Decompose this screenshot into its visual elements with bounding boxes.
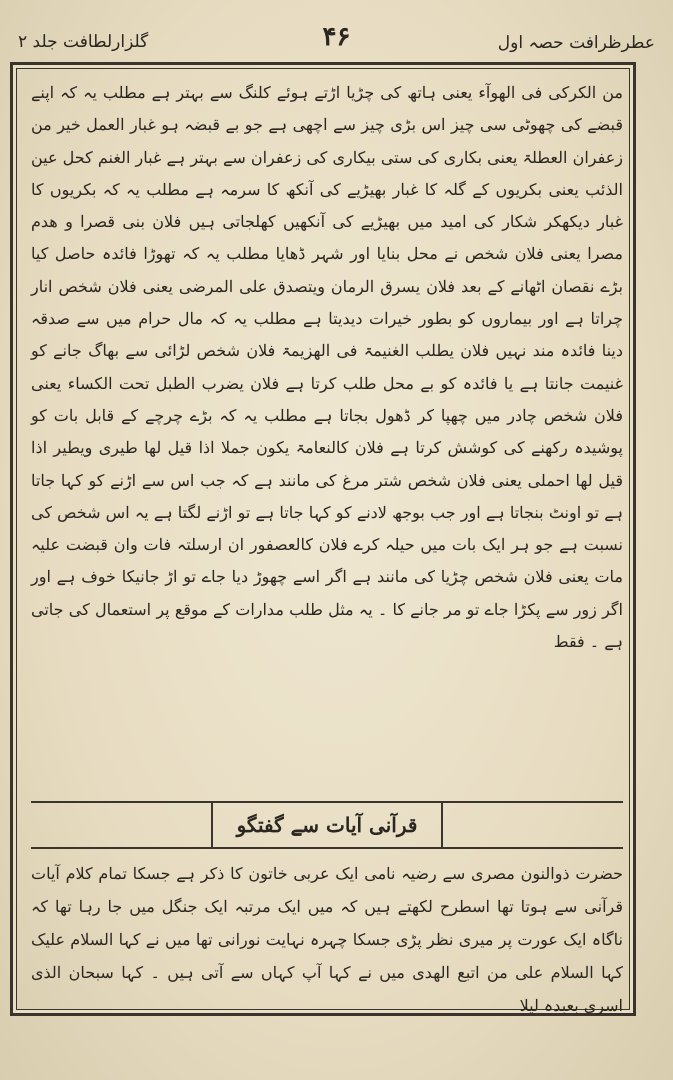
story-section [31,857,623,1015]
proverbs-section [31,77,623,853]
page-number: ۴۶ [322,22,351,52]
running-title-left: گلزارلطافت جلد ۲ [18,32,149,52]
running-title-right: عطرظرافت حصہ اول [497,33,655,53]
section-heading: قرآنی آیات سے گفتگو [236,813,418,837]
section-heading-box [31,801,623,849]
text-frame [10,62,636,1016]
section-heading-frame [211,803,443,847]
story-paragraph: حضرت ذوالنون مصری سے رضیہ نامی ایک عربی خاتون کا ذکر ہے جسکا تمام کلام آیات قرآنی سے ہوتا تھا اسطرح لکھتے ہیں کہ میں ایک مرتبہ ایک جنگل میں جا رہا تھا کہ ناگاہ ایک عورت پر میری نظر پڑی جسکا چہرہ نہایت نورانی تھا میں نے کہا السلام علیک کہا السلام علی من اتبع الھدی میں نے کہا آپ کہاں سے آتی ہیں ۔ کہا سبحان الذی اسری بعبدہ لیلا [31,864,623,1015]
proverbs-paragraph: من الکرکی فی الھوآء یعنی ہاتھ کی چڑیا اڑتے ہوئے کلنگ سے بہتر ہے مطلب یہ کہ اپنے قبضے کی چھوٹی سی چیز اس بڑی چیز سے اچھی ہے جو بے قبضہ ہو غبار العمل خیر من زعفران العطلۃ یعنی بکاری کی ستی بیکاری کی زعفران سے بہتر ہے غبار الغنم کحل عین الذئب یعنی بکریوں کے گلہ کا غبار بھیڑیے کی آنکھ کا سرمہ ہے مطلب یہ کہ بکریوں کا غبار دیکھکر شکار کی امید میں بھیڑیے کی آنکھیں کھلجاتی ہیں فلان بنی قصرا و ھدم مصرا یعنی فلان شخص نے محل بنایا اور شہر ڈھایا مطلب یہ کہ تھوڑا فائدہ حاصل کیا بڑے نقصان اٹھانے کے بعد فلان یسرق الرمان ویتصدق علی المرضی یعنی فلان شخص انار چراتا ہے اور بیماروں کو بطور خیرات دیدیتا ہے مطلب یہ کہ مال حرام میں سے صدقہ دینا فائدہ مند نہیں فلان یطلب الغنیمۃ فی الھزیمۃ فلان شخص لڑائی سے بھاگ جانے کو غنیمت جانتا ہے یا فائدہ کو بے محل طلب کرتا ہے فلان یضرب الطبل تحت الکساء یعنی فلان شخص چادر میں چھپا کر ڈھول بجاتا ہے مطلب یہ کہ بڑے چرچے کے قابل بات کو پوشیدہ رکھنے کی کوشش کرتا ہے فلان کالنعامۃ یکون جملا اذا قیل لھا طیری ویطیر اذا قیل لھا احملی یعنی فلان شخص شتر مرغ کی مانند ہے کہ جب اس سے اڑنے کو کہا جاتا ہے تو اونٹ بنجاتا ہے اور جب بوجھ لادنے کو کہا جاتا ہے تو اڑنے لگتا ہے یہ اس شخص کی نسبت ہے جو ہر ایک بات میں حیلہ کرے فلان کالعصفور ان ارسلتہ فات وان قبضت علیہ مات یعنی فلان شخص چڑیا کی مانند ہے اگر اسے چھوڑ دیا جاے تو اڑ جانیکا خوف ہے اور اگر زور سے پکڑا جاے تو مر جانے کا ۔ یہ مثل طلب مدارات کے موقع پر استعمال کی جاتی ہے ۔ فقط [31,83,624,652]
page-header [14,22,659,58]
